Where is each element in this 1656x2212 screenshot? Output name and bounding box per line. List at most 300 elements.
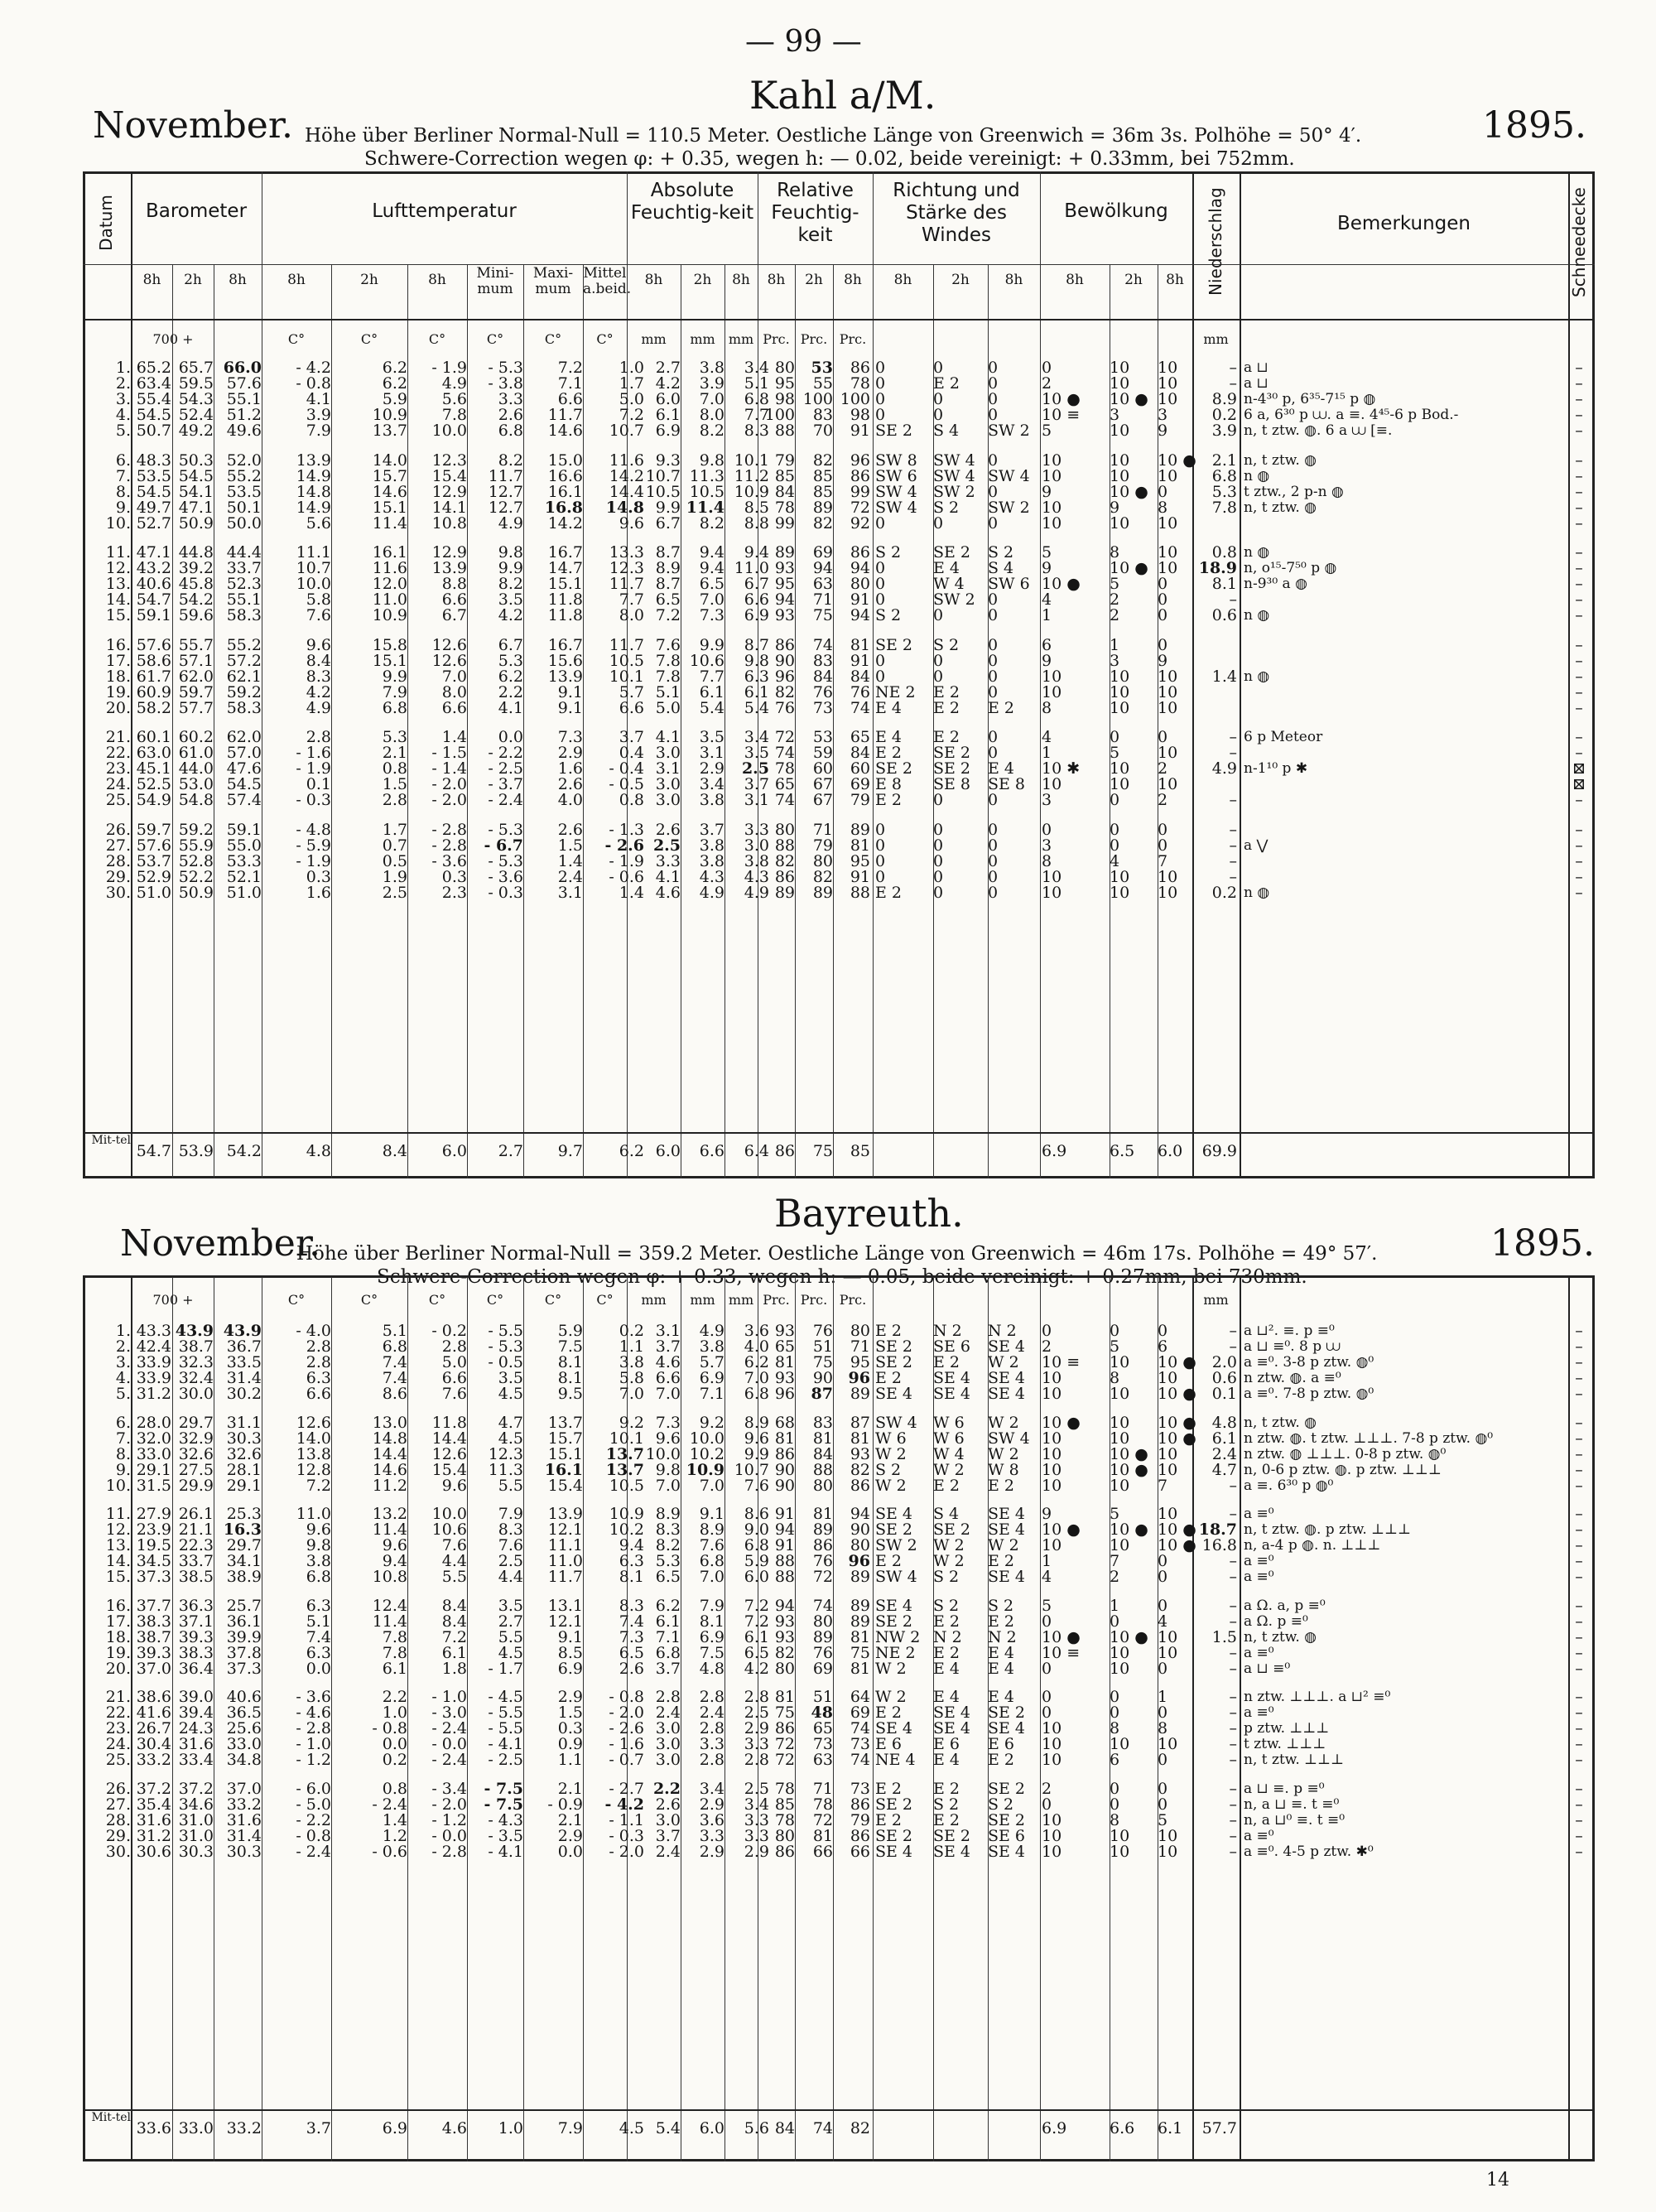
table-cell: 50.0 (226, 513, 262, 533)
table-cell: 9.6 (441, 1476, 467, 1495)
table-cell: - 1.0 (431, 1688, 467, 1706)
table-cell: – (1229, 1688, 1237, 1706)
table-cell: 7.6 (699, 1536, 724, 1554)
table-cell: 14.8 (605, 498, 644, 517)
table-cell: – (1229, 374, 1237, 393)
table-cell: 9 (1158, 651, 1168, 670)
row-date: 3. (115, 390, 131, 408)
table-cell: 5 (1110, 575, 1120, 593)
table-cell: 10 (1110, 667, 1130, 686)
table-cell: 7.1 (655, 1627, 681, 1646)
table-cell: 59.5 (178, 374, 214, 393)
table-cell: 0 (875, 590, 886, 609)
table-cell: 7.8 (655, 667, 681, 686)
unit-prc: Prc. (763, 331, 790, 347)
table-cell: 0.6 (1211, 1369, 1237, 1387)
table-cell: 12.6 (431, 1444, 467, 1463)
table-cell: 2 (1110, 590, 1120, 609)
table-cell: 8.9 (655, 559, 681, 577)
table-cell: 2.8 (655, 1688, 681, 1706)
table-row (0, 606, 1656, 625)
table-cell: 2.9 (557, 1688, 583, 1706)
table-cell: 72 (812, 1810, 833, 1829)
table-cell: 14.8 (296, 482, 331, 501)
table-cell: 10 (1110, 883, 1130, 902)
table-cell: 5.1 (744, 374, 769, 393)
table-cell: 16.7 (547, 543, 583, 561)
row-date: 12. (105, 1520, 131, 1539)
table-cell: 37.3 (136, 1568, 171, 1586)
month-label: November. (93, 104, 293, 147)
table-cell: 82 (812, 867, 833, 886)
row-date: 2. (115, 374, 131, 393)
table-cell: 8.9 (744, 1413, 769, 1432)
table-cell: – (1575, 1520, 1583, 1539)
mittel-label: Mit-tel (91, 1134, 131, 1147)
table-cell: 65 (774, 1337, 795, 1356)
table-cell: 0 (875, 559, 886, 577)
row-date: 16. (105, 1596, 131, 1615)
table-cell: 88 (774, 1552, 795, 1570)
table-cell: 6.2 (382, 374, 407, 393)
row-date: 23. (105, 1719, 131, 1737)
mittel-cell: 53.9 (178, 1142, 214, 1160)
table-cell: 75 (812, 606, 833, 624)
mittel-cell: 33.6 (136, 2119, 171, 2137)
subheader-h8: 8h (844, 272, 862, 288)
table-cell: 7.2 (441, 1627, 467, 1646)
row-date: 27. (105, 1795, 131, 1814)
table-cell: – (1575, 1719, 1583, 1737)
table-cell: 95 (850, 1353, 870, 1371)
table-cell: – (1575, 1810, 1583, 1829)
table-cell: 13.8 (296, 1444, 331, 1463)
row-remark: a ⋁ (1244, 836, 1268, 854)
year-label: 1895. (1490, 1222, 1595, 1265)
row-date: 14. (105, 1552, 131, 1570)
table-cell: – (1229, 1704, 1237, 1722)
table-cell: 9.6 (306, 1520, 331, 1539)
table-cell: – (1575, 1385, 1583, 1403)
table-cell: SW 2 (988, 422, 1030, 440)
table-cell: 31.2 (136, 1385, 171, 1403)
table-cell: 4.2 (306, 682, 331, 701)
table-cell: 10 (1042, 1444, 1062, 1463)
table-cell: 6.8 (382, 1337, 407, 1356)
table-cell: W 2 (988, 1536, 1019, 1554)
table-cell: 10 (1110, 682, 1130, 701)
table-cell: 59.2 (178, 820, 214, 839)
table-cell: 82 (812, 513, 833, 533)
table-cell: 88 (812, 1460, 833, 1479)
table-cell: 86 (774, 867, 795, 886)
table-cell: 95 (774, 575, 795, 593)
table-cell: 6.2 (498, 667, 523, 686)
table-cell: 8 (1042, 698, 1052, 717)
table-cell: 13.7 (605, 1444, 644, 1463)
table-cell: E 2 (988, 1552, 1014, 1570)
table-cell: 0.0 (306, 1659, 331, 1678)
table-cell: – (1575, 791, 1583, 809)
table-cell: 8.3 (498, 1520, 523, 1539)
mittel-cell: 74 (812, 2119, 833, 2137)
table-cell: 0 (988, 851, 999, 870)
table-cell: – (1229, 1568, 1237, 1586)
mittel-cell: 6.0 (441, 1142, 467, 1160)
mittel-cell: 3.7 (306, 2119, 331, 2137)
table-cell: – (1575, 1568, 1583, 1586)
table-cell: 9.6 (306, 635, 331, 654)
table-cell: 13.2 (372, 1505, 407, 1523)
table-cell: SE 6 (988, 1826, 1026, 1845)
table-cell: 11.8 (547, 590, 583, 609)
unit-temp: C° (486, 331, 504, 347)
row-remark: t ztw. ⊥⊥⊥ (1244, 1736, 1326, 1752)
mittel-row (0, 1134, 1656, 1175)
table-cell: 63 (812, 1751, 833, 1769)
table-cell: E 2 (875, 744, 902, 762)
table-cell: 90 (850, 1520, 870, 1539)
table-cell: 38.7 (136, 1627, 171, 1646)
row-remark: n ztw. ◍. a ≡⁰ (1244, 1370, 1341, 1386)
table-cell: 6.5 (744, 1643, 769, 1662)
table-cell: 12.9 (431, 543, 467, 561)
table-cell: 10 (1158, 1643, 1178, 1662)
table-cell: 10 (1042, 682, 1062, 701)
table-cell: 10 (1042, 451, 1062, 470)
table-cell: 3.4 (744, 728, 769, 746)
table-cell: 96 (848, 1552, 870, 1570)
row-date: 12. (105, 559, 131, 577)
table-cell: 10.6 (689, 651, 724, 670)
subheader-h2: 2h (1124, 272, 1143, 288)
table-cell: - 4.8 (296, 820, 331, 839)
table-cell: 3.3 (744, 1810, 769, 1829)
table-cell: 0 (1158, 820, 1168, 839)
table-cell: 49.7 (136, 498, 171, 517)
table-cell: 58.6 (136, 651, 171, 670)
table-cell: 10 (1110, 698, 1130, 717)
table-cell: 3.8 (699, 1337, 724, 1356)
table-cell: 2.1 (557, 1810, 583, 1829)
table-cell: 10.7 (734, 1460, 769, 1479)
table-cell: 82 (850, 1460, 870, 1479)
table-cell: – (1229, 1826, 1237, 1845)
table-cell: 0 (875, 575, 886, 593)
table-cell: 0 (988, 451, 999, 470)
table-cell: – (1575, 635, 1583, 654)
table-cell: 2.1 (1211, 451, 1237, 470)
table-cell: 6.3 (306, 1369, 331, 1387)
table-cell: 0 (1158, 482, 1168, 501)
table-cell: 6.6 (619, 698, 644, 717)
table-cell: - 7.5 (484, 1795, 523, 1814)
table-cell: 3 (1110, 406, 1120, 424)
table-cell: - 0.3 (296, 791, 331, 809)
row-date: 30. (105, 883, 131, 902)
year-label: 1895. (1482, 104, 1586, 147)
table-cell: 8 (1110, 1810, 1120, 1829)
table-cell: 31.4 (226, 1369, 262, 1387)
table-cell: - 2.2 (296, 1810, 331, 1829)
table-cell: 1.7 (619, 374, 644, 393)
table-cell: 6 (1042, 635, 1052, 654)
station-name: Kahl a/M. (749, 73, 936, 118)
table-cell: 72 (774, 1751, 795, 1769)
table-cell: 93 (774, 1322, 795, 1340)
table-cell: 66 (812, 1842, 833, 1861)
table-cell: 5.8 (306, 590, 331, 609)
row-remark: a ⊔ ≡⁰ (1244, 1660, 1291, 1677)
table-cell: 45.1 (136, 759, 171, 778)
table-cell: SE 2 (875, 1520, 913, 1539)
table-cell: 58.3 (226, 698, 262, 717)
table-cell: 76 (812, 1552, 833, 1570)
table-cell: 0 (1042, 1795, 1052, 1814)
table-cell: W 2 (875, 1659, 907, 1678)
table-cell: 33.2 (226, 1795, 262, 1814)
table-cell: SW 4 (933, 466, 975, 485)
table-cell: 52.2 (178, 867, 214, 886)
table-cell: 0 (933, 359, 944, 377)
station-header-line1: Höhe über Berliner Normal-Null = 359.2 Meter. Oestliche Länge von Greenwich = 46m 17s. Polhöhe = 49° 57′. (296, 1243, 1378, 1265)
table-cell: 5.3 (1211, 482, 1237, 501)
table-cell: – (1575, 1337, 1583, 1356)
table-cell: 10 (1110, 1476, 1130, 1495)
table-cell: 38.9 (226, 1568, 262, 1586)
table-cell: S 2 (933, 1596, 960, 1615)
table-cell: - 3.6 (488, 867, 523, 886)
table-cell: 10 (1158, 543, 1178, 561)
table-cell: 59.1 (226, 820, 262, 839)
table-cell: ⊠ (1572, 775, 1586, 793)
table-cell: 6.6 (744, 590, 769, 609)
table-cell: 3.8 (699, 359, 724, 377)
unit-mm: mm (1203, 331, 1229, 347)
table-cell: 0 (988, 390, 999, 408)
table-cell: – (1575, 836, 1583, 855)
row-remark: n, t ztw. ◍. p ztw. ⊥⊥⊥ (1244, 1521, 1412, 1538)
table-cell: 10 ● (1042, 390, 1081, 408)
table-cell: W 8 (988, 1460, 1019, 1479)
table-cell: 93 (774, 1612, 795, 1631)
table-row (0, 1568, 1656, 1587)
table-cell: 4.9 (498, 513, 523, 533)
table-cell: 84 (850, 667, 870, 686)
table-cell: 10 ● (1158, 451, 1196, 470)
mittel-cell: 6.0 (655, 1142, 681, 1160)
table-cell: 11.7 (609, 635, 644, 654)
table-cell: 1.5 (557, 836, 583, 855)
table-cell: 74 (850, 1751, 870, 1769)
table-cell: 10.5 (609, 1476, 644, 1495)
table-cell: 86 (774, 635, 795, 654)
table-cell: – (1229, 1612, 1237, 1631)
table-cell: 85 (774, 1795, 795, 1814)
table-cell: 29.1 (226, 1476, 262, 1495)
table-cell: 81 (850, 1627, 870, 1646)
table-cell: 35.4 (136, 1795, 171, 1814)
table-cell: 10 (1158, 883, 1178, 902)
table-cell: 88 (774, 836, 795, 855)
row-date: 13. (105, 1536, 131, 1554)
table-cell: 34.5 (136, 1552, 171, 1570)
row-date: 13. (105, 575, 131, 593)
row-date: 8. (115, 482, 131, 501)
table-cell: 86 (774, 1719, 795, 1737)
table-cell: 2.9 (744, 1719, 769, 1737)
table-cell: 7.9 (498, 1505, 523, 1523)
table-cell: 2.1 (382, 744, 407, 762)
table-cell: 0 (933, 513, 944, 533)
table-cell: 6.6 (441, 1369, 467, 1387)
table-cell: 4.6 (655, 883, 681, 902)
table-cell: 60.1 (136, 728, 171, 746)
table-cell: 7.4 (382, 1353, 407, 1371)
row-remark: n ◍ (1244, 467, 1270, 484)
table-cell: 1.9 (382, 867, 407, 886)
table-cell: 8.1 (557, 1353, 583, 1371)
table-cell: SE 4 (988, 1568, 1026, 1586)
table-cell: 10 (1158, 1444, 1178, 1463)
table-cell: 0.7 (382, 836, 407, 855)
table-cell: 6.5 (655, 1568, 681, 1586)
table-cell: E 8 (875, 775, 902, 793)
table-cell: SE 2 (875, 1795, 913, 1814)
table-cell: 10 (1042, 1369, 1062, 1387)
table-cell: 2.1 (557, 1779, 583, 1798)
table-cell: - 3.8 (488, 374, 523, 393)
table-cell: 4.2 (744, 1659, 769, 1678)
table-cell: 15.1 (372, 651, 407, 670)
table-cell: 9.9 (655, 498, 681, 517)
row-remark: a Ω. a, p ≡⁰ (1244, 1597, 1326, 1614)
table-cell: 64 (850, 1688, 870, 1706)
table-cell: 42.4 (136, 1337, 171, 1356)
table-cell: 0.2 (382, 1751, 407, 1769)
table-cell: 2.5 (744, 1704, 769, 1722)
table-cell: 82 (812, 451, 833, 470)
table-cell: 39.3 (178, 1627, 214, 1646)
table-cell: – (1575, 590, 1583, 609)
table-cell: 52.4 (178, 406, 214, 424)
row-remark: 6 p Meteor (1244, 729, 1323, 745)
table-cell: 6.3 (619, 1552, 644, 1570)
table-cell: SE 4 (875, 1596, 913, 1615)
table-cell: 96 (848, 1369, 870, 1387)
table-cell: 10 (1158, 359, 1178, 377)
table-cell: - 2.0 (609, 1704, 644, 1722)
table-cell: 0 (1110, 1322, 1120, 1340)
table-cell: 94 (774, 1596, 795, 1615)
table-cell: - 1.3 (609, 820, 644, 839)
table-cell: 93 (774, 1627, 795, 1646)
table-cell: 5.0 (655, 698, 681, 717)
table-cell: 16.8 (1201, 1536, 1237, 1554)
row-remark: n, a ⊔⁰ ≡. t ≡⁰ (1244, 1811, 1346, 1829)
table-cell: – (1229, 1719, 1237, 1737)
table-cell: – (1229, 1476, 1237, 1495)
table-cell: 65 (774, 775, 795, 793)
table-cell: 10.8 (372, 1568, 407, 1586)
table-cell: 6.5 (619, 1643, 644, 1662)
table-cell: – (1229, 1795, 1237, 1814)
table-cell: 53.7 (136, 851, 171, 870)
table-cell: 75 (812, 1353, 833, 1371)
mittel-cell: 6.6 (699, 1142, 724, 1160)
row-remark: a ⊔ ≡. p ≡⁰ (1244, 1780, 1325, 1797)
table-cell: 39.0 (178, 1688, 214, 1706)
table-cell: E 4 (875, 728, 902, 746)
mittel-cell: 7.9 (557, 2119, 583, 2137)
table-cell: 4.0 (557, 791, 583, 809)
table-cell: – (1575, 359, 1583, 377)
table-cell: 86 (850, 1795, 870, 1814)
subheader-h8: 8h (142, 272, 161, 288)
table-cell: 2.9 (699, 1795, 724, 1814)
table-cell: 71 (812, 1779, 833, 1798)
row-date: 28. (105, 851, 131, 870)
table-cell: 0 (1110, 728, 1120, 746)
table-cell: 24.3 (178, 1719, 214, 1737)
table-cell: 0.0 (557, 1842, 583, 1861)
table-cell: 13.9 (431, 559, 467, 577)
table-cell: 10 (1110, 359, 1130, 377)
table-cell: 1.4 (1211, 667, 1237, 686)
table-cell: 99 (774, 513, 795, 533)
table-cell: 6.9 (699, 1627, 724, 1646)
table-row (0, 699, 1656, 718)
table-cell: – (1575, 575, 1583, 593)
table-cell: 0.2 (619, 1322, 644, 1340)
table-cell: E 2 (933, 1779, 960, 1798)
table-cell: 76 (774, 698, 795, 717)
table-cell: – (1575, 1795, 1583, 1814)
table-cell: 34.8 (226, 1751, 262, 1769)
table-cell: 52.5 (136, 775, 171, 793)
table-cell: 7.8 (382, 1643, 407, 1662)
table-cell: W 2 (875, 1476, 907, 1495)
table-cell: - 6.0 (296, 1779, 331, 1798)
table-cell: 0 (988, 820, 999, 839)
row-remark: n, a ⊔ ≡. t ≡⁰ (1244, 1795, 1340, 1813)
table-cell: 32.4 (178, 1369, 214, 1387)
row-date: 22. (105, 744, 131, 762)
table-cell: 3.7 (699, 820, 724, 839)
table-cell: 14.0 (296, 1429, 331, 1448)
table-cell: 10 (1158, 1735, 1178, 1753)
table-cell: 2.5 (652, 836, 681, 855)
row-remark: a ⊔ (1244, 375, 1268, 392)
table-row (0, 1751, 1656, 1770)
table-cell: 0 (933, 406, 944, 424)
table-cell: W 6 (933, 1413, 965, 1432)
table-cell: - 4.3 (488, 1810, 523, 1829)
subheader-h2: 2h (360, 272, 378, 288)
mittel-rule (83, 1132, 1595, 1134)
table-cell: 0 (875, 513, 886, 533)
table-cell: E 6 (875, 1735, 902, 1753)
table-cell: – (1575, 482, 1583, 501)
table-cell: 6.8 (655, 1643, 681, 1662)
row-remark: a ≡⁰ (1244, 1553, 1274, 1569)
table-cell: 0 (1158, 836, 1168, 855)
mittel-cell: 54.2 (226, 1142, 262, 1160)
table-cell: 8 (1158, 498, 1168, 517)
table-cell: 6.3 (744, 667, 769, 686)
table-cell: 10 (1110, 1643, 1130, 1662)
table-cell: 7.0 (699, 1476, 724, 1495)
